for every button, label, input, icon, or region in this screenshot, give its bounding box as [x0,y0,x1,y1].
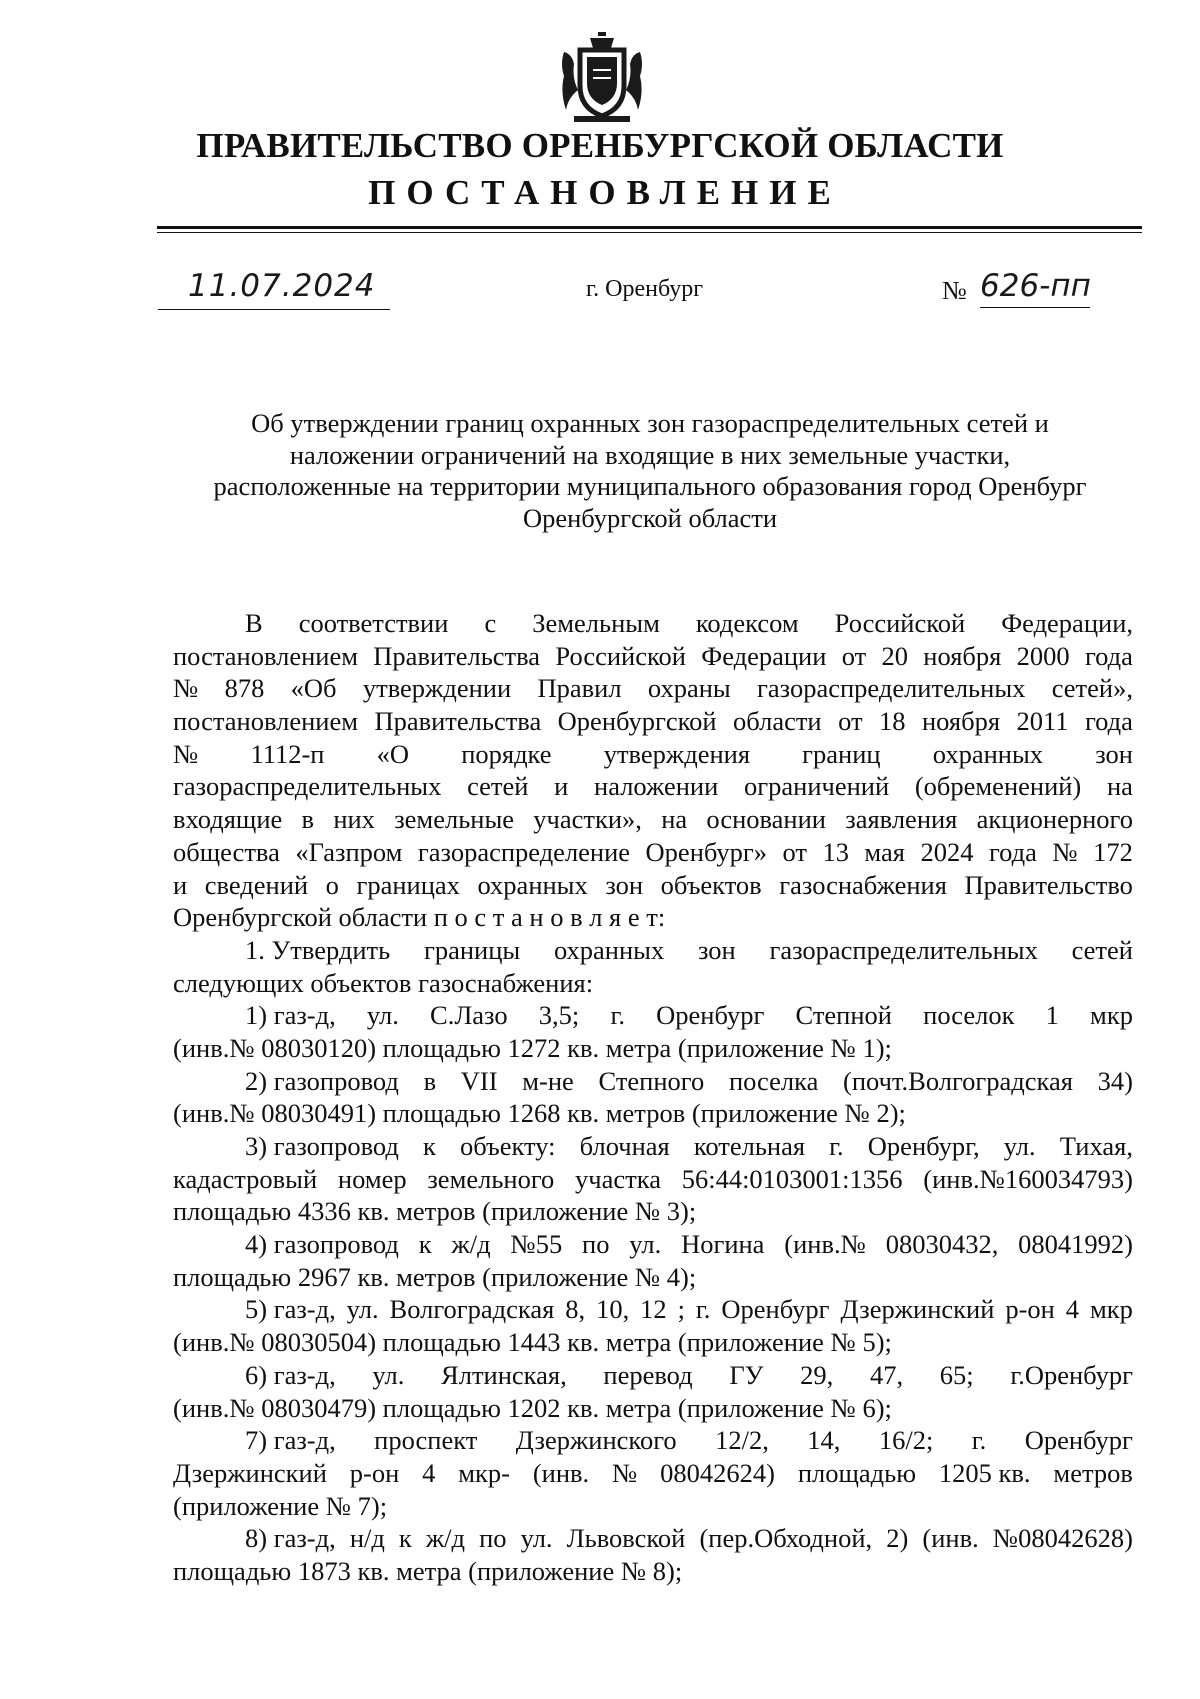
body-word: земельного [427,1163,555,1194]
body-word: (инв.№ [784,1229,866,1260]
body-word: Оренбургской области п о с т а н о в л я е т: [173,902,666,933]
subject-line: Оренбургской области [522,502,778,533]
body-word: сетей [467,771,529,802]
body-word: ул. [346,1294,379,1325]
body-word: мая [864,836,905,867]
body-line [173,1555,1133,1588]
body-line [173,1359,1133,1392]
body-line [173,999,1133,1032]
body-word: 08041992) [1018,1229,1133,1260]
body-word: границы [423,934,521,965]
body-word: охранных [932,738,1044,769]
body-word: 47, [869,1359,904,1390]
document-number [942,270,1142,314]
body-word: года [1084,640,1133,671]
body-word: мкр- [458,1457,510,1488]
body-word: 3) газопровод [245,1131,399,1161]
body-word: на [1106,771,1133,802]
body-line [173,869,1133,902]
body-word: (инв.№ 08030491) площадью 1268 кв. метров (приложение № 2); [173,1098,906,1129]
body-word: 08030432, [885,1229,999,1260]
date-handwritten: 11.07.2024 [188,268,376,304]
document-type-title: ПОСТАНОВЛЕНИЕ [368,173,842,212]
body-line [173,738,1133,771]
body-word: Львовской [566,1523,686,1554]
body-word: сведений [204,869,309,900]
body-word: наложении [594,771,719,802]
body-word: г. [695,1294,711,1325]
body-word: 2024 [920,836,974,867]
body-line [173,770,1133,803]
body-word: (приложение № 7); [173,1490,388,1521]
header-rule-thick [157,226,1142,229]
body-word: газораспределительных [173,771,442,802]
body-line [173,1424,1133,1457]
body-word: Федерации [701,640,827,671]
body-word: заявления [845,804,958,835]
body-word: входящие [173,804,283,835]
body-word: участка [575,1163,661,1194]
body-word: Оренбургской [557,706,717,737]
body-word: Волгоградская [389,1294,555,1325]
body-word: объектов [660,869,762,900]
body-word: площадью 2967 кв. метров (приложение № 4); [173,1261,697,1292]
body-word: Российской [834,608,966,638]
body-word: и [554,771,569,802]
body-word: ж/д [425,1523,466,1554]
body-word: (обременений) [914,771,1082,802]
body-word: с [484,608,497,638]
body-line [173,672,1133,705]
body-word: Правил [537,673,622,704]
body-word: газоснабжения [779,869,947,900]
body-word: Оренбург [1024,1425,1133,1456]
body-line [173,607,1133,640]
body-line [173,1163,1133,1196]
body-line [173,640,1133,673]
body-word: г. [971,1425,987,1456]
body-line [173,1130,1133,1163]
body-word: (инв. [922,1523,979,1554]
header-rule-thin [157,232,1142,233]
body-word: к [423,1131,436,1161]
body-word: кадастровый [173,1163,318,1194]
body-word: 3,5; [538,1000,580,1031]
body-word: от [841,640,867,671]
body-word: №55 [510,1229,563,1260]
body-word: зон [697,934,736,965]
body-line [173,967,1133,1000]
body-word: Дзержинский [840,1294,995,1325]
body-word: в [423,1065,437,1096]
body-word: сетей [1071,934,1133,965]
body-word: 2011 [1016,706,1069,737]
body-word: № [612,1457,638,1488]
body-word: «Газпром [295,836,403,867]
body-word: Правительство [964,869,1133,900]
body-word: р-он [349,1457,400,1488]
body-word: 29, [800,1359,834,1390]
body-word: № [173,738,199,769]
body-word: ул. [366,1000,399,1031]
body-word: Ногина [681,1229,765,1260]
body-word: 12 [640,1294,667,1325]
body-word: области [733,706,822,737]
body-word: (инв.№160034793) [923,1163,1133,1194]
document-body [173,607,1133,1588]
body-word: Степной [795,1000,892,1031]
body-word: площадью 4336 кв. метров (приложение № 3); [173,1196,697,1227]
body-line [173,705,1133,738]
body-word: газораспределительных [757,673,1026,704]
body-word: 2000 [1016,640,1070,671]
body-word: м-не [522,1065,574,1096]
body-word: зон [605,869,644,900]
body-line [173,1261,1133,1294]
body-word: Оренбург [656,1000,765,1031]
body-word: ул. [1003,1131,1036,1161]
body-word: Правительства [374,706,542,737]
body-word: 8) газ-д, [245,1523,336,1554]
body-word: ул. [629,1229,662,1260]
body-word: охраны [647,673,731,704]
body-word: котельная [693,1131,806,1161]
government-title: ПРАВИТЕЛЬСТВО ОРЕНБУРГСКОЙ ОБЛАСТИ [196,126,1004,165]
body-word: блочная [579,1131,670,1161]
body-word: (инв.№ 08030479) площадью 1202 кв. метра (приложение № 6); [173,1392,892,1423]
body-word: 4 [422,1457,436,1488]
body-word: к [418,1229,432,1260]
body-line [173,934,1133,967]
body-word: в [301,804,315,835]
body-line [173,1293,1133,1326]
body-word: 12/2, [715,1425,769,1456]
body-word: Оренбург [721,1294,830,1325]
body-line [173,1522,1133,1555]
body-word: объекту: [459,1131,556,1161]
body-word: 1) газ-д, [245,1000,336,1031]
body-word: «О [376,738,410,769]
body-word: по [479,1523,507,1554]
body-word: 56:44:0103001:1356 [681,1163,903,1194]
number-sign: № [942,276,967,305]
body-word: утверждения [603,738,751,769]
body-word: ; [677,1294,685,1325]
body-word: 878 [224,673,265,704]
body-word: Федерации, [1001,608,1133,638]
body-word: 2) газопровод [245,1065,399,1096]
body-word: площадью 1873 кв. метра (приложение № 8); [173,1555,683,1586]
body-word: 34) [1097,1065,1133,1096]
body-word: года [988,836,1037,867]
body-word: № [173,673,199,704]
body-word: 10, [596,1294,630,1325]
body-word: Ялтинская, [441,1359,567,1390]
body-word: 08042624) [660,1457,775,1488]
body-word: границах [356,869,460,900]
body-word: 14, [807,1425,841,1456]
body-word: на [661,804,688,835]
body-word: 20 [881,640,908,671]
body-word: Тихая, [1059,1131,1133,1161]
body-word: газораспределение [417,836,631,867]
body-word: зон [1095,738,1133,769]
subject-line: расположенные на территории муниципального образования город Оренбург [213,471,1087,501]
body-word: н/д [349,1523,385,1554]
body-word: 16/2; [878,1425,934,1456]
body-word: 65; [939,1359,974,1390]
body-word: утверждении [362,673,512,704]
body-word: №08042628) [992,1523,1133,1554]
body-word: кодексом [695,608,799,638]
body-word: Земельным [532,608,660,638]
body-line [173,1195,1133,1228]
body-word: проспект [374,1425,478,1456]
body-word: общества [173,836,280,867]
body-word: ноября [923,640,1002,671]
body-word: 18 [879,706,906,737]
body-word: 7) газ-д, [245,1425,336,1456]
body-word: В [245,608,263,638]
body-word: к [398,1523,412,1554]
body-word: сетей», [1051,673,1133,704]
body-word: от [838,706,863,737]
body-word: охранных [477,869,588,900]
body-word: и [173,869,188,900]
body-word: мкр [1089,1294,1133,1325]
body-word: акционерного [976,804,1133,835]
body-word: 13 [822,836,849,867]
body-word: 1. Утвердить [245,934,391,965]
body-word: по [582,1229,610,1260]
document-date [158,268,390,312]
body-word: года [1084,706,1133,737]
body-word: (пер.Обходной, [699,1523,873,1554]
subject-line: наложении ограничений на входящие в них земельные участки, [289,439,1011,470]
body-word: 5) газ-д, [245,1294,336,1325]
body-word: VII [460,1065,498,1096]
body-word: постановлением [173,640,358,671]
body-word: перевод [603,1359,693,1390]
body-word: Правительства [373,640,541,671]
body-word: поселка [728,1065,819,1096]
body-line [173,836,1133,869]
body-word: «Об [290,673,337,704]
body-word: ноября [921,706,1001,737]
body-word: Российской [555,640,686,671]
body-word: (инв.№ 08030120) площадью 1272 кв. метра (приложение № 1); [173,1032,892,1063]
body-word: ГУ [729,1359,764,1390]
body-line [173,1457,1133,1490]
body-word: (инв. [532,1457,590,1488]
body-line [173,1392,1133,1425]
body-word: 8, [565,1294,586,1325]
body-word: С.Лазо [430,1000,508,1031]
body-word: 172 [1093,836,1133,867]
document-city: г. Оренбург [586,276,704,302]
body-word: ул. [520,1523,553,1554]
coat-of-arms-emblem [560,30,644,126]
body-word: № [1052,836,1078,867]
body-word: (инв.№ 08030504) площадью 1443 кв. метра (приложение № 5); [173,1327,892,1358]
date-underline [158,309,390,311]
body-line [173,1228,1133,1261]
body-word: площадью [797,1457,917,1488]
number-handwritten: 626-пп [980,268,1091,304]
body-line [173,1490,1133,1523]
body-word: ж/д [451,1229,491,1260]
body-word: г. [829,1131,844,1161]
body-word: Оренбург, [867,1131,980,1161]
body-word: ограничений [744,771,890,802]
body-line [173,1065,1133,1098]
body-word: 4) газопровод [245,1229,399,1260]
body-word: Степного [598,1065,705,1096]
body-word: 1112-п [250,738,325,769]
body-word: порядке [461,738,552,769]
body-word: основании [706,804,826,835]
body-word: них [333,804,375,835]
body-word: 1205 кв. [938,1457,1031,1488]
body-word: границ [802,738,881,769]
body-word: участки», [533,804,642,835]
body-word: о [325,869,339,900]
body-word: от [782,836,807,867]
body-word: р-он [1005,1294,1055,1325]
subject-line: Об утверждении границ охранных зон газораспределительных сетей и [251,408,1049,438]
number-underline [980,307,1090,309]
body-line [173,1326,1133,1359]
body-word: метров [1053,1457,1133,1488]
body-word: 2) [886,1523,909,1554]
body-line [173,1097,1133,1130]
body-word: 4 [1065,1294,1080,1325]
body-word: постановлением [173,706,358,737]
body-line [173,901,1133,934]
body-word: поселок [923,1000,1015,1031]
body-word: номер [337,1163,407,1194]
body-word: Дзержинский [173,1457,327,1488]
body-word: (почт.Волгоградская [843,1065,1073,1096]
body-word: ул. [372,1359,405,1390]
body-word: Дзержинского [515,1425,677,1456]
body-word: г.Оренбург [1010,1359,1133,1390]
body-word: земельные [394,804,515,835]
body-word: 6) газ-д, [245,1359,336,1390]
body-word: г. [610,1000,625,1031]
document-subject [170,408,1130,534]
body-line [173,1032,1133,1065]
body-word: мкр [1090,1000,1133,1031]
body-line [173,803,1133,836]
body-word: охранных [553,934,665,965]
body-word: следующих объектов газоснабжения: [173,967,594,998]
body-word: Оренбург» [645,836,767,867]
body-word: 1 [1045,1000,1059,1031]
body-word: соответствии [298,608,449,638]
body-word: газораспределительных [769,934,1038,965]
